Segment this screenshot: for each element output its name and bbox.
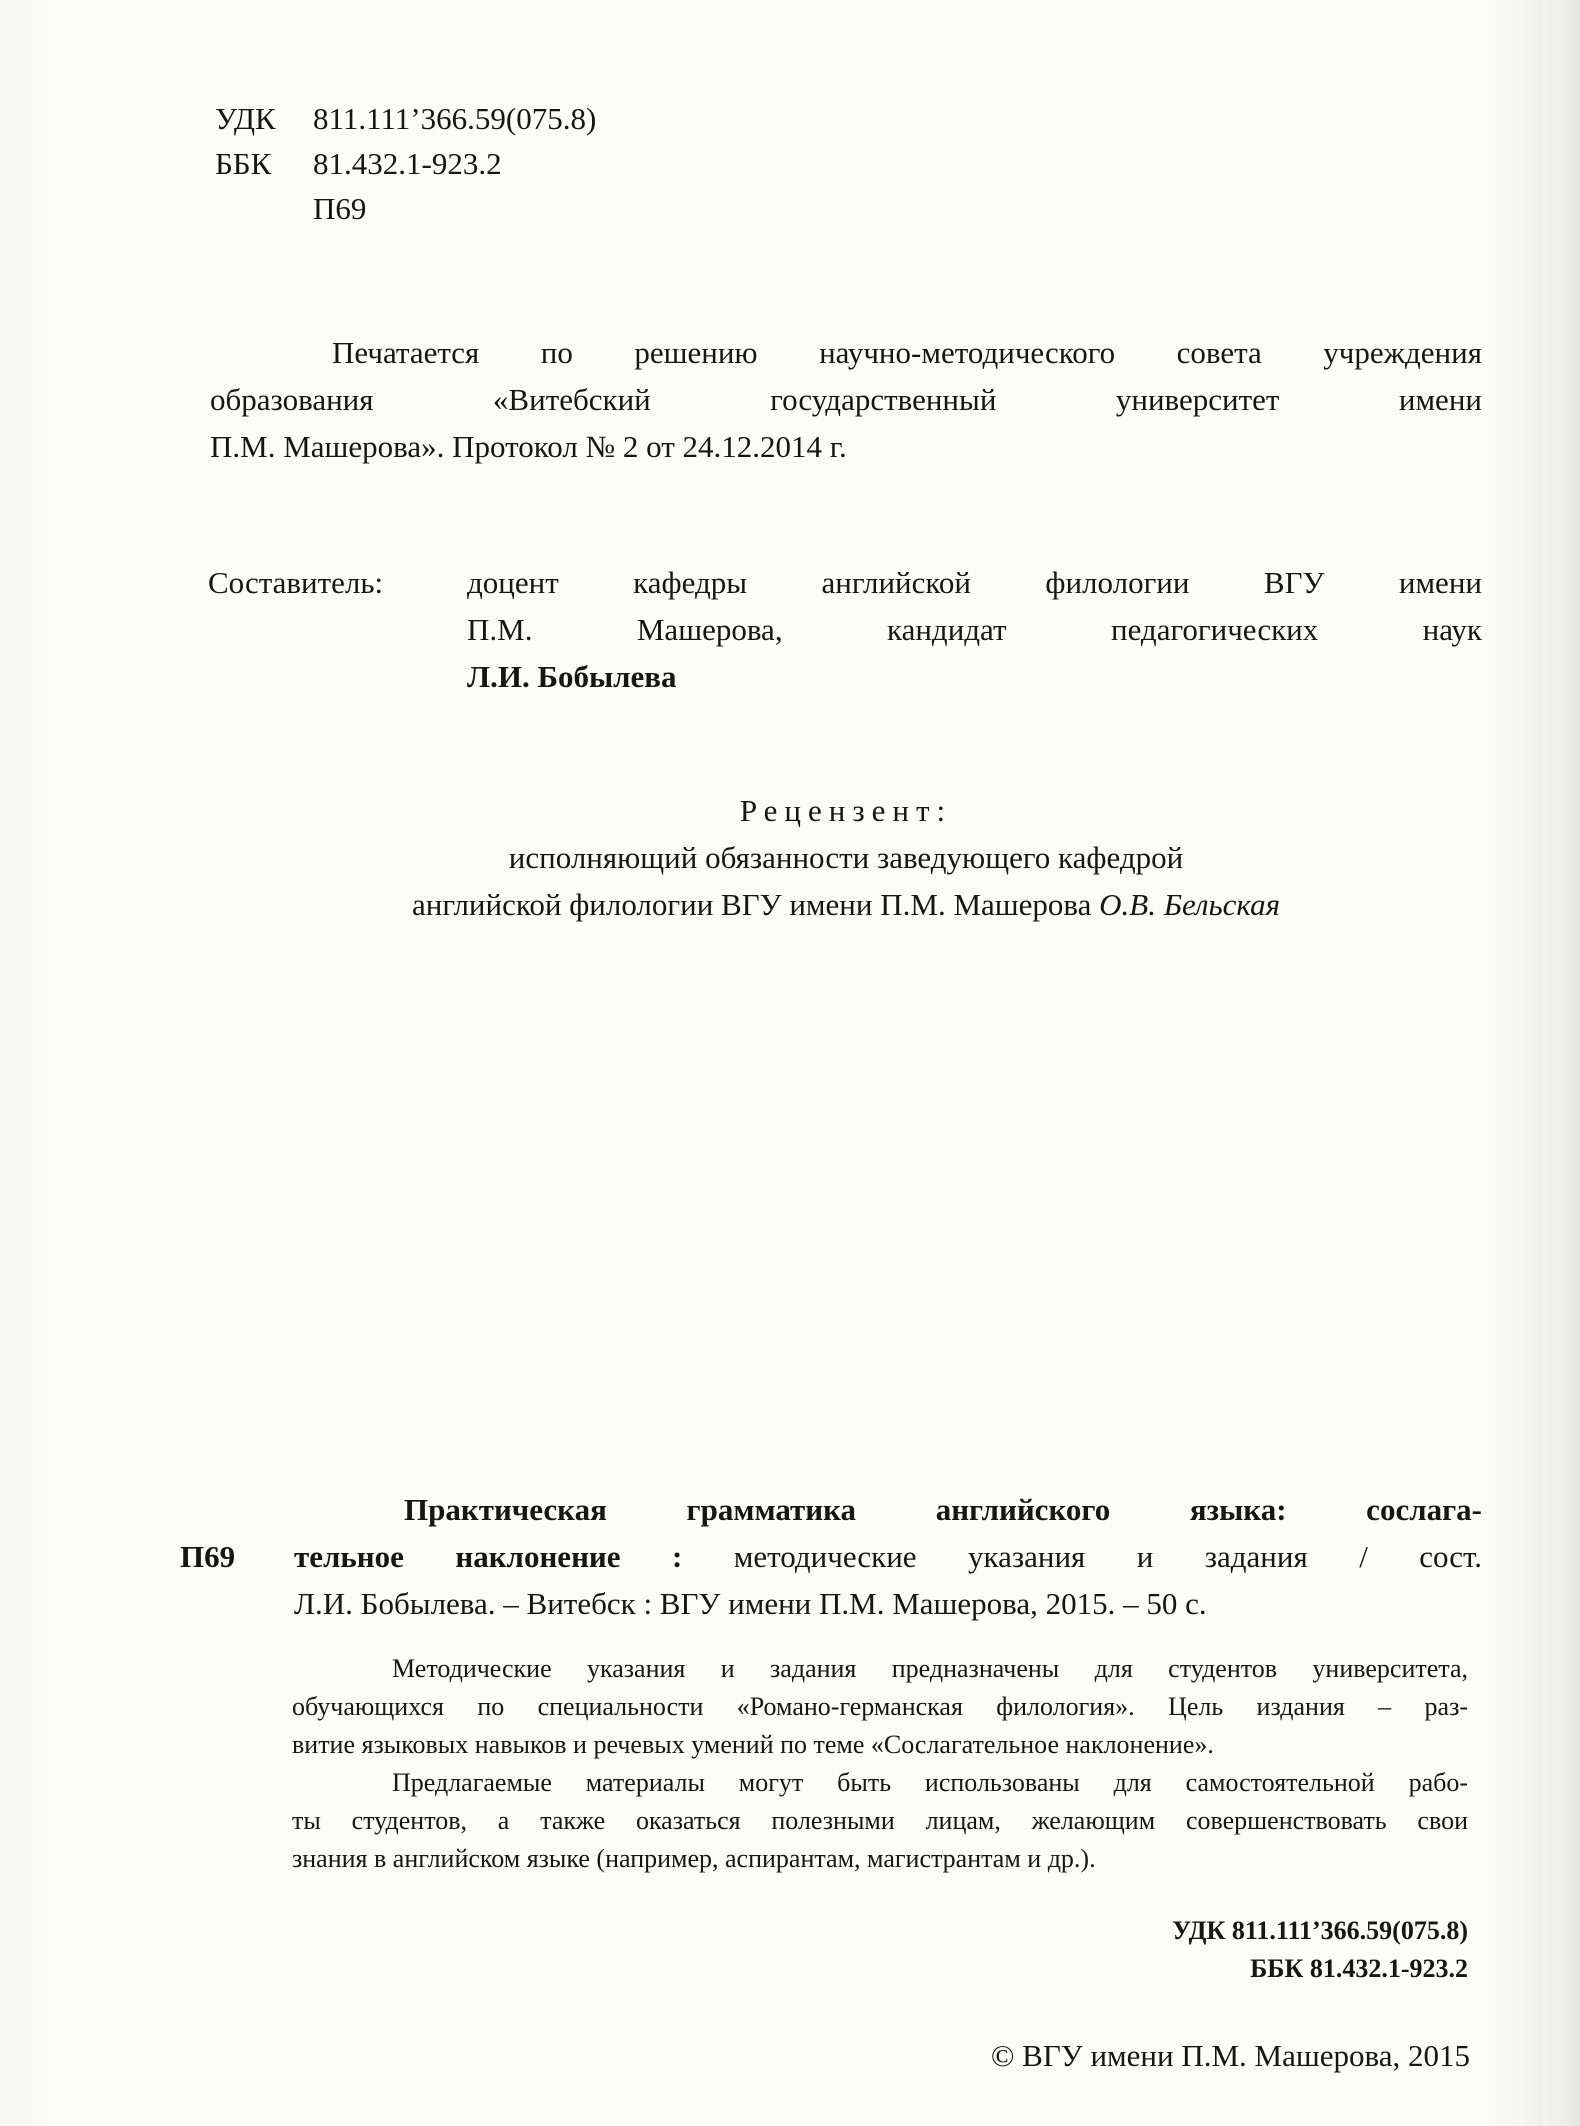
annotation-line: обучающихся по специальности «Романо-германская филология». Цель издания – раз- bbox=[292, 1692, 1468, 1721]
bbk-row bbox=[215, 141, 815, 186]
copyright: © ВГУ имени П.М. Машерова, 2015 bbox=[990, 2038, 1470, 2073]
annotation-line: знания в английском языке (например, аспирантам, магистрантам и др.). bbox=[292, 1844, 1096, 1873]
bbk-bottom: ББК 81.432.1-923.2 bbox=[1250, 1954, 1468, 1983]
reviewer-line: исполняющий обязанности заведующего кафедрой bbox=[508, 840, 1184, 875]
udk-bottom: УДК 811.111’366.59(075.8) bbox=[1172, 1916, 1468, 1945]
annotation-line: ты студентов, а также оказаться полезными лицам, желающим совершенствовать свои bbox=[292, 1806, 1468, 1835]
catalog-codes-bottom bbox=[1030, 1912, 1468, 1988]
annotation-line: Предлагаемые материалы могут быть использованы для самостоятельной рабо- bbox=[392, 1768, 1468, 1797]
decision-line: П.М. Машерова». Протокол № 2 от 24.12.2014 г. bbox=[210, 429, 847, 464]
udk-label: УДК bbox=[215, 100, 276, 136]
udk-row bbox=[215, 96, 815, 141]
decision-line: Печатается по решению научно-методического совета учреждения bbox=[332, 335, 1482, 370]
decision-line: образования «Витебский государственный университет имени bbox=[210, 382, 1482, 417]
compiler-label: Составитель: bbox=[208, 565, 384, 600]
compiler-body bbox=[467, 560, 1482, 701]
compiler-line: доцент кафедры английской филологии ВГУ имени bbox=[467, 565, 1482, 600]
reviewer-heading: Рецензент: bbox=[739, 793, 953, 828]
author-mark-row bbox=[215, 186, 815, 231]
author-mark: П69 bbox=[313, 190, 367, 226]
biblio-line: Л.И. Бобылева. – Витебск : ВГУ имени П.М. Машерова, 2015. – 50 с. bbox=[294, 1586, 1207, 1621]
compiler-line: П.М. Машерова, кандидат педагогических наук bbox=[467, 612, 1482, 647]
reviewer-name: О.В. Бельская bbox=[1099, 887, 1281, 922]
bbk-label: ББК bbox=[215, 145, 272, 181]
compiler-name: Л.И. Бобылева bbox=[467, 659, 677, 694]
biblio-body bbox=[294, 1487, 1482, 1628]
udk-value: 811.111’366.59(075.8) bbox=[313, 100, 597, 136]
print-decision bbox=[210, 330, 1482, 471]
bbk-value: 81.432.1-923.2 bbox=[313, 145, 502, 181]
biblio-line bbox=[294, 1534, 1482, 1581]
reviewer-line bbox=[210, 882, 1482, 929]
reviewer-affiliation: английской филологии ВГУ имени П.М. Машерова bbox=[411, 887, 1092, 922]
catalog-codes bbox=[215, 96, 815, 231]
biblio-mark: П69 bbox=[180, 1539, 236, 1574]
annotation bbox=[292, 1650, 1468, 1878]
biblio-title-line: Практическая грамматика английского языка: сослага- bbox=[404, 1492, 1482, 1527]
annotation-line: витие языковых навыков и речевых умений по теме «Сослагательное наклонение». bbox=[292, 1730, 1214, 1759]
biblio-line2-rest: методические указания и задания / сост. bbox=[733, 1539, 1482, 1574]
annotation-line: Методические указания и задания предназначены для студентов университета, bbox=[392, 1654, 1468, 1683]
reviewer-block bbox=[210, 788, 1482, 929]
biblio-title-end: тельное наклонение : bbox=[294, 1539, 683, 1574]
